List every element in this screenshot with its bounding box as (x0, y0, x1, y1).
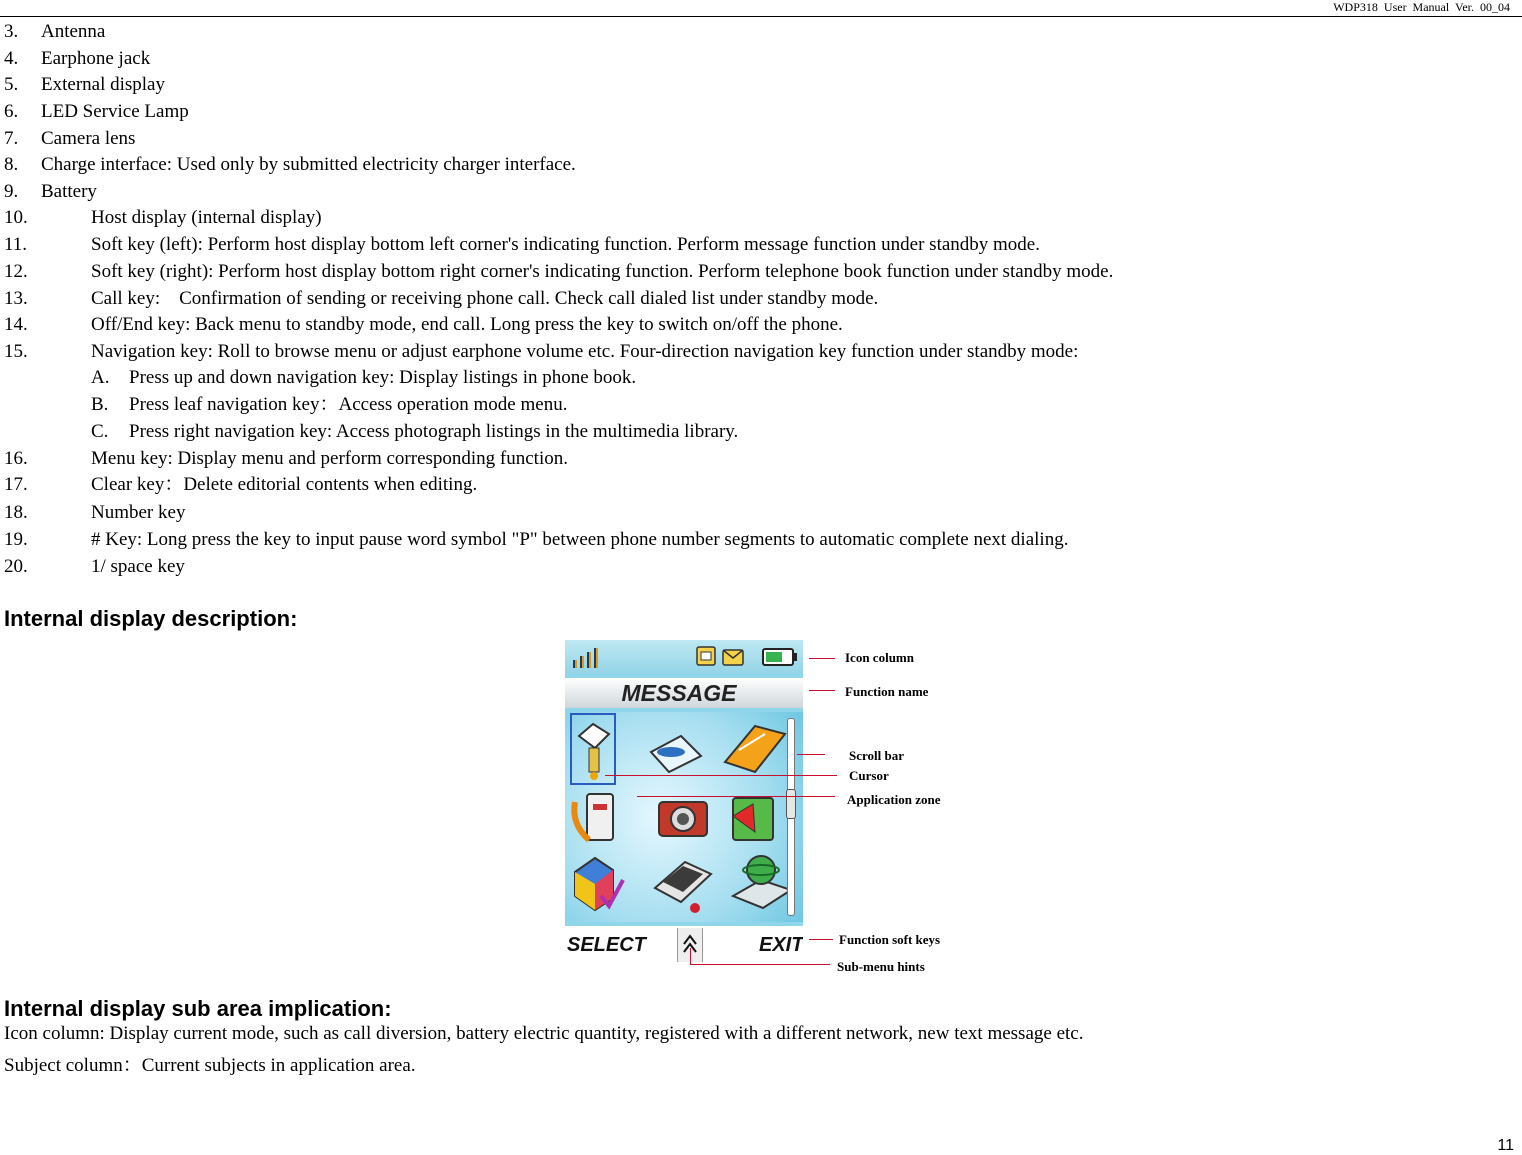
callout-line (690, 964, 830, 965)
scroll-bar[interactable] (787, 718, 795, 916)
browser-app-icon (733, 856, 791, 908)
page-header (0, 0, 1522, 17)
callout-scroll-bar: Scroll bar (849, 748, 905, 763)
callout-sub-menu-hints: Sub-menu hints (837, 959, 925, 974)
callout-line (797, 754, 825, 755)
phone-screen (565, 640, 803, 962)
internal-display-figure (557, 632, 967, 984)
callout-cursor: Cursor (849, 768, 889, 783)
section-heading-display: Internal display description: (4, 606, 298, 631)
callout-application-zone: Application zone (847, 792, 941, 807)
icon-column (565, 640, 803, 674)
function-name: MESSAGE (565, 678, 803, 708)
message-status-icon (695, 644, 749, 670)
callout-line (637, 796, 835, 797)
select-soft-key[interactable]: SELECT (567, 934, 646, 956)
callout-icon-column: Icon column (845, 650, 914, 665)
paragraph-subject-column: Subject column：Current subjects in application area. (4, 1055, 416, 1076)
signal-icon (571, 646, 611, 670)
games-app-icon (575, 858, 623, 910)
callout-line (605, 775, 837, 776)
scroll-thumb[interactable] (786, 789, 796, 819)
paragraph-icon-column: Icon column: Display current mode, such as call diversion, battery electric quantity, registered with a different network, new text message etc. (4, 1023, 1084, 1044)
application-icons (565, 712, 803, 922)
application-zone (565, 712, 803, 922)
callout-function-name: Function name (845, 684, 929, 699)
phonebook-app-icon (725, 726, 785, 772)
laptop-app-icon (655, 862, 711, 913)
callout-line (809, 690, 835, 691)
fax-app-icon (651, 736, 701, 772)
callout-function-soft-keys: Function soft keys (839, 932, 941, 947)
callout-line (809, 658, 835, 659)
function-soft-keys (565, 926, 803, 962)
message-app-icon (579, 724, 609, 780)
manual-title: WDP318 User Manual Ver. 00_04 (1333, 0, 1510, 14)
call-log-app-icon (574, 794, 613, 840)
camera-app-icon (659, 802, 707, 836)
section-heading-sub-area: Internal display sub area implication: (4, 996, 392, 1021)
page-number: 11 (1497, 1137, 1514, 1154)
callout-line (690, 948, 691, 964)
callout-line (809, 939, 833, 940)
exit-soft-key[interactable]: EXIT (759, 934, 803, 956)
battery-icon (761, 646, 799, 668)
folder-app-icon (733, 798, 773, 840)
